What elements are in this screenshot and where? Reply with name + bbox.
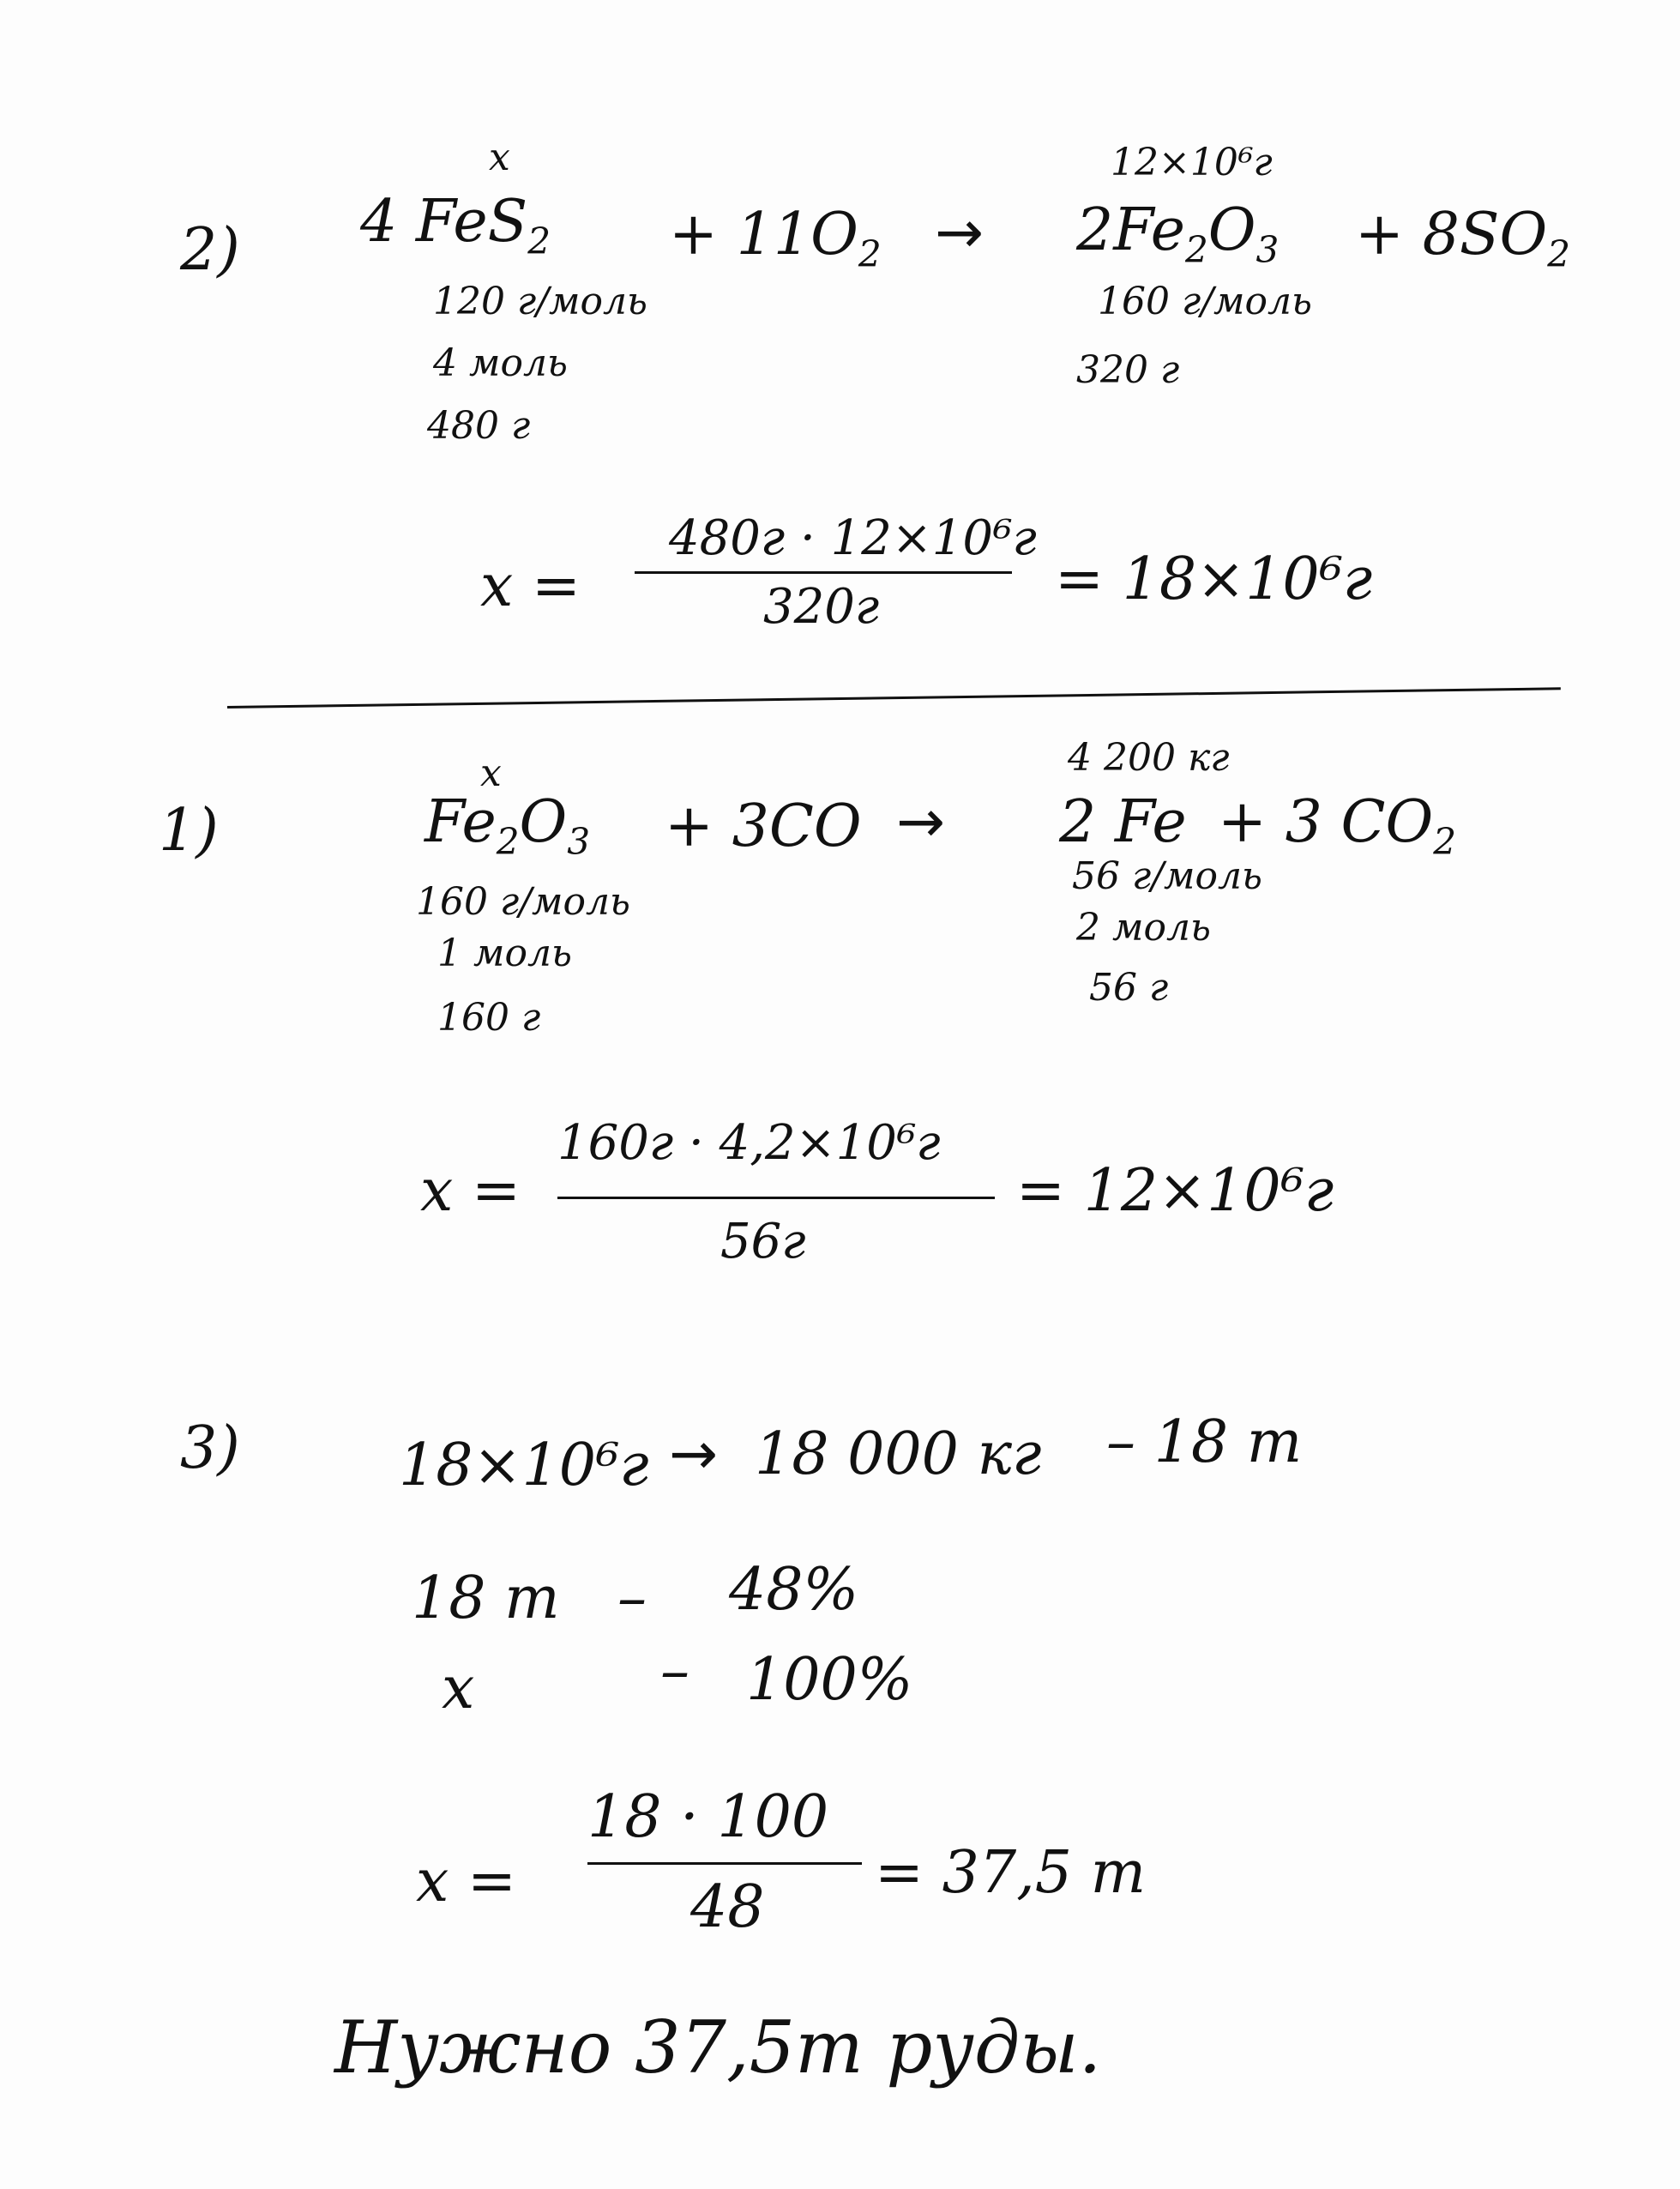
step2-unknown-x: x — [489, 136, 510, 179]
step1-left-note-1: 160 г/моль — [416, 880, 630, 924]
step1-arrow: → — [896, 788, 945, 856]
step1-product2-formula: + 3 CO — [1218, 788, 1434, 856]
step2-calc-rhs: = 18×10⁶г — [1055, 546, 1373, 613]
step1-reactant1-formula: Fe — [425, 788, 497, 856]
step3-prop1-b: 48% — [729, 1556, 859, 1624]
step3-calc-lhs: x = — [416, 1848, 516, 1915]
step2-left-note-2: 4 моль — [433, 341, 568, 385]
step1-product2 — [1218, 788, 1457, 863]
step1-reactant1 — [425, 788, 591, 863]
step2-calc-fraction — [635, 510, 1037, 635]
step3-line1-arrow: → — [669, 1420, 718, 1488]
step1-product2-sub: 2 — [1433, 820, 1457, 863]
step2-product1 — [1076, 196, 1280, 271]
step2-product1-formula: 2Fe — [1076, 196, 1185, 264]
step2-number: 2) — [180, 216, 240, 284]
step2-arrow: → — [935, 199, 984, 267]
section-divider — [227, 687, 1561, 709]
step2-calc-denominator: 320г — [763, 579, 880, 635]
step1-left-note-2: 1 моль — [437, 932, 572, 975]
step2-left-note-1: 120 г/моль — [433, 280, 647, 323]
step3-calc-fraction — [587, 1783, 862, 1941]
step2-right-note-1: 160 г/моль — [1098, 280, 1312, 323]
step1-calc-denominator: 56г — [720, 1214, 806, 1269]
step2-product1-mid: O — [1207, 196, 1256, 264]
step2-reaction — [360, 188, 551, 262]
step2-plus-1: + 11 — [669, 201, 811, 268]
step2-reactant2-sub: 2 — [858, 232, 882, 275]
step1-calc-bar — [557, 1197, 995, 1199]
step2-calc-lhs: x = — [480, 552, 581, 620]
step1-right-note-3: 56 г — [1089, 966, 1169, 1010]
step3-line1-b: 18 000 кг — [755, 1420, 1042, 1488]
step1-calc-lhs: x = — [420, 1157, 521, 1225]
step2-product1-sub2: 3 — [1255, 228, 1280, 271]
step1-calc-fraction — [557, 1115, 995, 1274]
step1-reactant1-sub1: 2 — [496, 820, 520, 863]
step1-product1-mass-top: 4 200 кг — [1068, 736, 1230, 780]
step3-calc-numerator: 18 · 100 — [587, 1783, 829, 1851]
step1-unknown-x: x — [480, 751, 502, 795]
step3-prop2-dash: – — [660, 1637, 689, 1705]
step2-right-note-2: 320 г — [1076, 348, 1180, 392]
step1-right-note-1: 56 г/моль — [1072, 854, 1262, 898]
step2-left-note-3: 480 г — [427, 404, 531, 448]
step2-product2 — [1355, 201, 1571, 275]
step1-number: 1) — [159, 797, 219, 865]
step1-calc-rhs: = 12×10⁶г — [1016, 1157, 1334, 1225]
step2-calc-bar — [635, 571, 1012, 574]
step2-calc-numerator: 480г · 12×10⁶г — [669, 510, 1037, 566]
step1-calc-numerator: 160г · 4,2×10⁶г — [557, 1115, 941, 1171]
step3-prop2-b: 100% — [746, 1646, 913, 1714]
step2-product2-sub: 2 — [1547, 232, 1571, 275]
step1-reactant2: + 3CO — [665, 793, 862, 860]
step3-number: 3) — [180, 1414, 240, 1482]
step3-calc-denominator: 48 — [690, 1873, 765, 1941]
step3-prop1-a: 18 т — [412, 1565, 560, 1632]
step3-answer: Нужно 37,5т руды. — [334, 2005, 1102, 2090]
step3-prop1-dash: – — [617, 1565, 647, 1632]
step1-product1: 2 Fe — [1059, 788, 1187, 856]
step3-calc-rhs: = 37,5 т — [875, 1839, 1147, 1907]
step2-reactant1: FeS — [415, 188, 528, 256]
step3-calc-bar — [587, 1862, 862, 1865]
step2-reactant2 — [669, 201, 882, 275]
step1-reactant1-mid: O — [519, 788, 568, 856]
step2-plus-2: + 8SO — [1355, 201, 1548, 268]
step2-product1-sub1: 2 — [1184, 228, 1208, 271]
step1-right-note-2: 2 моль — [1076, 906, 1211, 950]
step2-reactant1-sub: 2 — [527, 220, 551, 262]
step3-line1-a: 18×10⁶г — [399, 1432, 649, 1499]
step2-reactant2-formula: O — [810, 201, 858, 268]
step2-product1-mass-top: 12×10⁶г — [1111, 141, 1273, 184]
step2-reactant1-coef: 4 — [360, 188, 398, 256]
step3-prop2-a: x — [442, 1655, 475, 1722]
step1-reactant1-sub2: 3 — [567, 820, 591, 863]
step1-left-note-3: 160 г — [437, 996, 541, 1040]
step3-line1-c: – 18 т — [1106, 1408, 1303, 1476]
